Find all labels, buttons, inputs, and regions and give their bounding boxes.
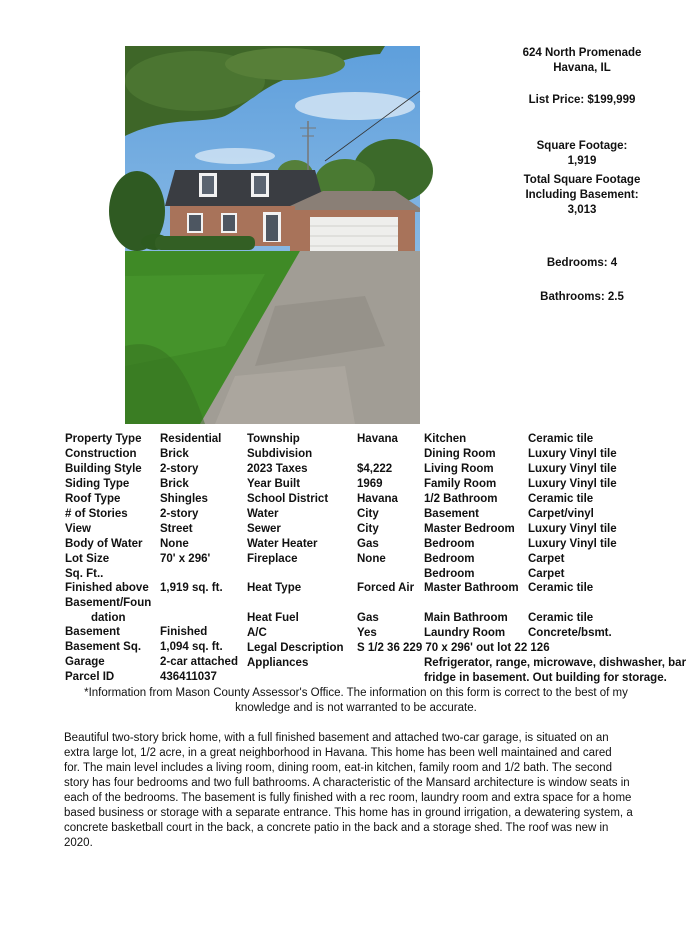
detail-value: 2-car attached — [160, 656, 238, 668]
address-line1: 624 North Promenade — [522, 47, 642, 59]
note-line2: knowledge and is not warranted to be accurate. — [235, 702, 477, 714]
detail-label: Appliances — [247, 657, 309, 669]
appliances-value: Refrigerator, range, microwave, dishwasher, bar — [424, 657, 686, 669]
detail-value: Street — [160, 523, 193, 535]
detail-value: Brick — [160, 478, 189, 490]
detail-label: Legal Description — [247, 642, 344, 654]
detail-label: Heat Fuel — [247, 612, 299, 624]
detail-value: Havana — [357, 433, 398, 445]
detail-value: Carpet — [528, 553, 565, 565]
detail-label: Sewer — [247, 523, 281, 535]
detail-value: Ceramic tile — [528, 433, 594, 445]
detail-value: Luxury Vinyl tile — [528, 523, 617, 535]
detail-label: Basement Sq. — [65, 641, 142, 653]
detail-value: S 1/2 36 229 70 x 296' out lot 22 126 — [357, 642, 550, 654]
detail-value: 436411037 — [160, 671, 217, 683]
description-line: for. The main level includes a living room, dining room, eat-in kitchen, family room and 1/2 bath. The second — [64, 762, 613, 774]
total-label-1: Total Square Footage — [523, 174, 641, 186]
detail-value: Carpet — [528, 568, 565, 580]
description-line: extra large lot, 1/2 acre, in a great neighborhood in Havana. This home has been well maintained and cared — [64, 747, 612, 759]
detail-label: Bedroom — [424, 553, 475, 565]
detail-label: Body of Water — [65, 538, 143, 550]
detail-label: Lot Size — [65, 553, 110, 565]
detail-label: A/C — [247, 627, 267, 639]
disclaimer-note — [66, 686, 646, 716]
description-line: concrete basketball court in the back, a concrete patio in the back and a storage shed. The roof was new in — [64, 822, 609, 834]
detail-value: Luxury Vinyl tile — [528, 463, 617, 475]
detail-value: None — [357, 553, 386, 565]
detail-label: Master Bedroom — [424, 523, 515, 535]
detail-label: dation — [91, 612, 126, 624]
detail-label: Finished above — [65, 582, 149, 594]
detail-label: Bedroom — [424, 538, 475, 550]
detail-value: Finished — [160, 626, 208, 638]
detail-value: 2-story — [160, 508, 199, 520]
detail-label: Basement/Foun — [65, 597, 152, 609]
detail-value: Ceramic tile — [528, 582, 594, 594]
detail-value: Yes — [357, 627, 377, 639]
detail-label: Siding Type — [65, 478, 130, 490]
detail-value: City — [357, 523, 379, 535]
address-line2: Havana, IL — [553, 62, 611, 74]
detail-label: Garage — [65, 656, 105, 668]
sqft-value: 1,919 — [567, 155, 597, 167]
detail-label: 1/2 Bathroom — [424, 493, 498, 505]
detail-value: $4,222 — [357, 463, 393, 475]
detail-label: Main Bathroom — [424, 612, 508, 624]
detail-label: Basement — [65, 626, 120, 638]
description-line: each of the bedrooms. The basement is fully finished with a rec room, laundry room and extra space for a home — [64, 792, 632, 804]
description-line: story has four bedrooms and two full bathrooms. A characteristic of the Mansard architecture is window seats in — [64, 777, 630, 789]
detail-value: 70' x 296' — [160, 553, 211, 565]
detail-label: Laundry Room — [424, 627, 506, 639]
detail-label: Township — [247, 433, 300, 445]
detail-label: Water Heater — [247, 538, 318, 550]
detail-label: Construction — [65, 448, 137, 460]
detail-value: Residential — [160, 433, 222, 445]
detail-value: 1,094 sq. ft. — [160, 641, 223, 653]
detail-value: Luxury Vinyl tile — [528, 478, 617, 490]
detail-label: School District — [247, 493, 329, 505]
detail-label: Fireplace — [247, 553, 298, 565]
detail-label: Parcel ID — [65, 671, 115, 683]
detail-label: Roof Type — [65, 493, 121, 505]
detail-value: Brick — [160, 448, 189, 460]
detail-value: Gas — [357, 612, 379, 624]
detail-value: Ceramic tile — [528, 612, 594, 624]
detail-value: Concrete/bsmt. — [528, 627, 612, 639]
detail-label: 2023 Taxes — [247, 463, 308, 475]
detail-value: City — [357, 508, 379, 520]
detail-label: Dining Room — [424, 448, 496, 460]
detail-label: Property Type — [65, 433, 142, 445]
bathrooms-text: Bathrooms: 2.5 — [540, 291, 624, 303]
description-line: 2020. — [64, 837, 93, 849]
detail-label: Living Room — [424, 463, 494, 475]
description-line: Beautiful two-story brick home, with a full finished basement and attached two-car garage, is situated on an — [64, 732, 609, 744]
detail-value: 1969 — [357, 478, 383, 490]
detail-label: Building Style — [65, 463, 142, 475]
detail-label: Year Built — [247, 478, 301, 490]
detail-label: Bedroom — [424, 568, 475, 580]
detail-label: Basement — [424, 508, 479, 520]
detail-value: Ceramic tile — [528, 493, 594, 505]
detail-label: Sq. Ft.. — [65, 568, 104, 580]
detail-label: Subdivision — [247, 448, 313, 460]
detail-value: None — [160, 538, 189, 550]
detail-label: View — [65, 523, 91, 535]
detail-value: Shingles — [160, 493, 208, 505]
detail-label: Kitchen — [424, 433, 467, 445]
detail-value: 1,919 sq. ft. — [160, 582, 223, 594]
detail-value: Gas — [357, 538, 379, 550]
appliances-value-line2: fridge in basement. Out building for storage. — [424, 672, 667, 684]
detail-value: Carpet/vinyl — [528, 508, 594, 520]
list-price-text: List Price: $199,999 — [528, 94, 636, 106]
property-description — [64, 731, 650, 851]
detail-value: Luxury Vinyl tile — [528, 448, 617, 460]
description-line: based business or storage with a separate entrance. This home has in ground irrigation, a dewatering system, a — [64, 807, 633, 819]
detail-value: 2-story — [160, 463, 199, 475]
detail-value: Luxury Vinyl tile — [528, 538, 617, 550]
detail-label: Heat Type — [247, 582, 302, 594]
total-value: 3,013 — [567, 204, 597, 216]
bedrooms-text: Bedrooms: 4 — [546, 257, 618, 269]
sqft-label: Square Footage: — [536, 140, 628, 152]
detail-label: # of Stories — [65, 508, 128, 520]
detail-label: Family Room — [424, 478, 497, 490]
total-label-2: Including Basement: — [525, 189, 639, 201]
detail-value: Forced Air — [357, 582, 415, 594]
detail-value: Havana — [357, 493, 398, 505]
note-line1: *Information from Mason County Assessor's Office. The information on this form is correct to the best of my — [84, 687, 628, 699]
detail-label: Water — [247, 508, 279, 520]
detail-label: Master Bathroom — [424, 582, 519, 594]
